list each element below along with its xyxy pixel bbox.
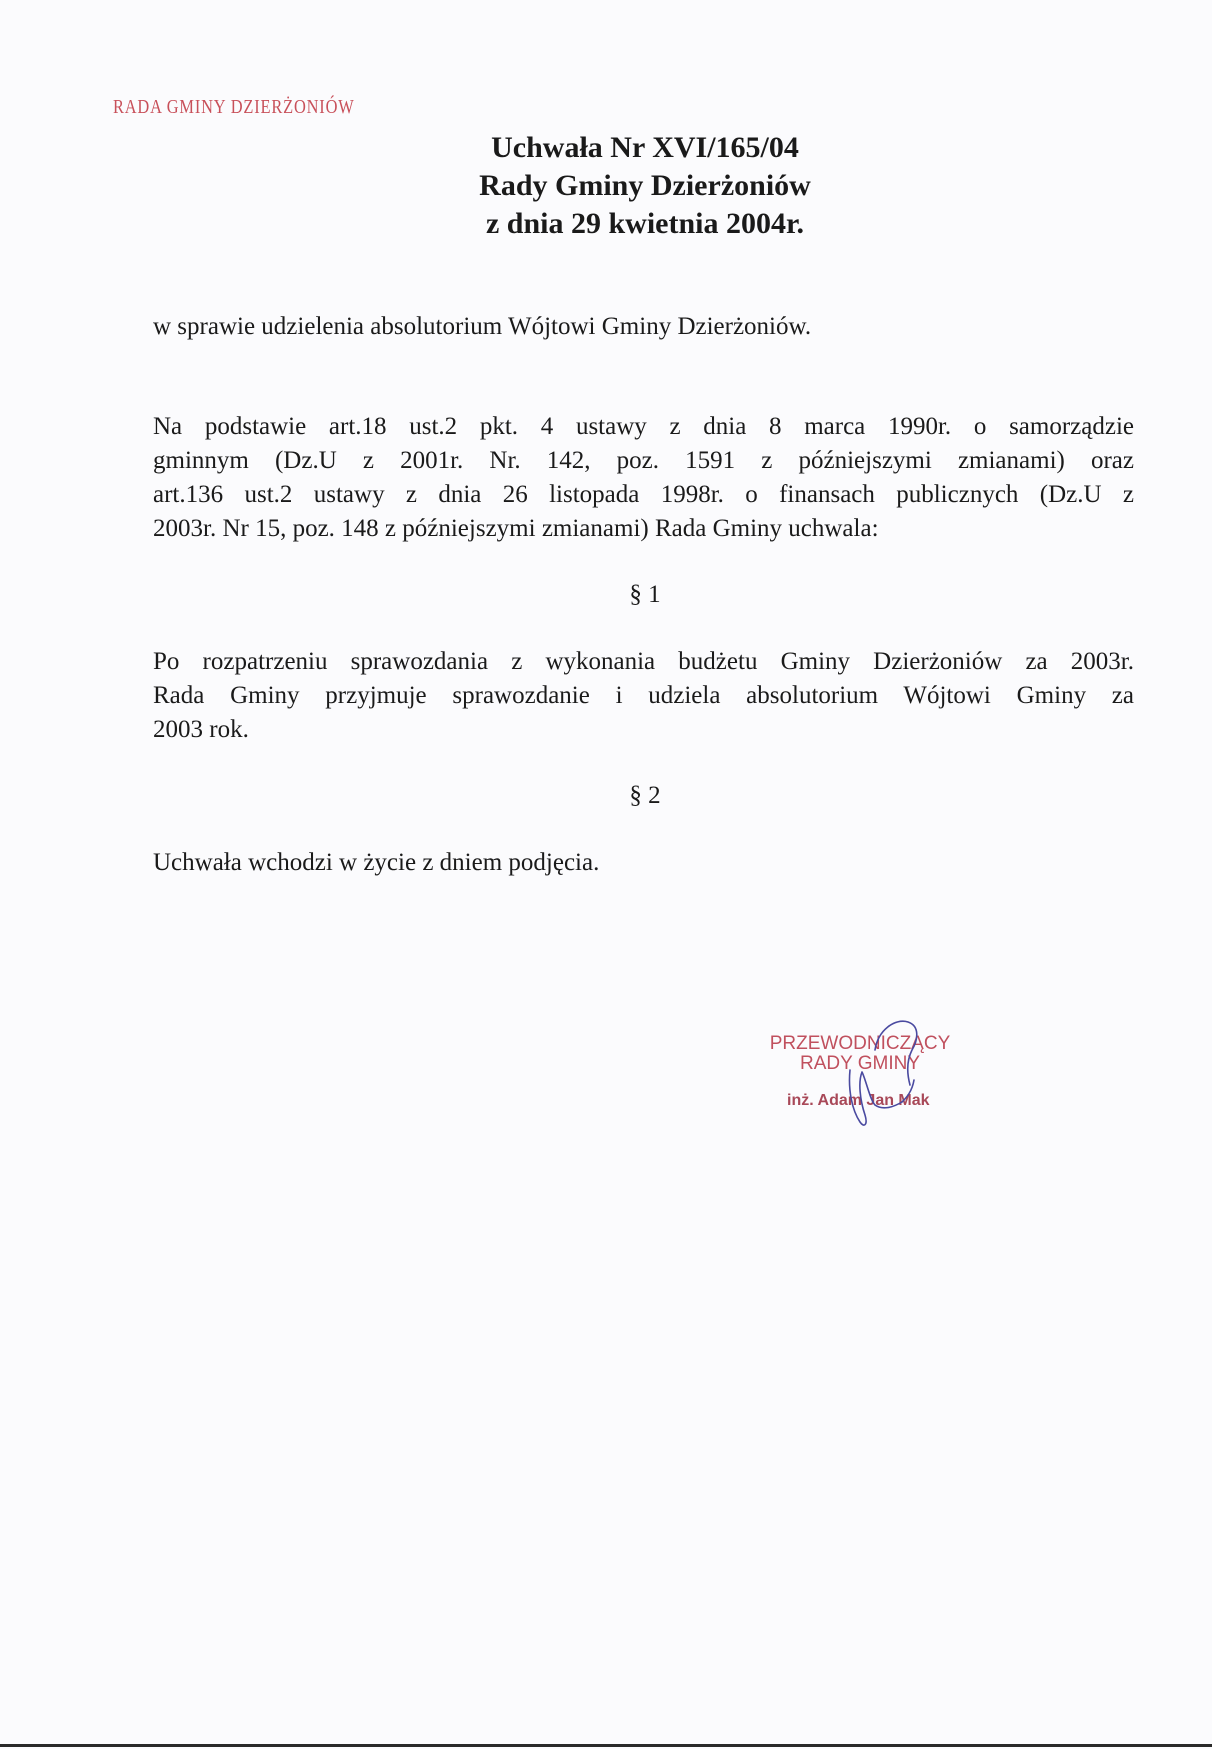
paragraph-line: 2003 rok. — [153, 716, 249, 743]
paragraph-line: Na podstawie art.18 ust.2 pkt. 4 ustawy z dnia 8 marca 1990r. o samorządzie — [153, 413, 1134, 440]
resolution-title — [0, 129, 1212, 243]
paragraph-line: art.136 ust.2 ustawy z dnia 26 listopada 1998r. o finansach publicznych (Dz.U z — [153, 481, 1134, 508]
section-2-text: Uchwała wchodzi w życie z dniem podjęcia. — [153, 849, 600, 876]
paragraph-line: Po rozpatrzeniu sprawozdania z wykonania budżetu Gminy Dzierżoniów za 2003r. — [153, 648, 1134, 675]
chairman-name: inż. Adam Jan Mak — [787, 1092, 930, 1109]
paragraph-line: Rada Gminy przyjmuje sprawozdanie i udziela absolutorium Wójtowi Gminy za — [153, 682, 1134, 709]
handwritten-signature-icon — [820, 1010, 940, 1135]
stamp-title-line1: PRZEWODNICZĄCY — [769, 1033, 951, 1054]
resolution-subject: w sprawie udzielenia absolutorium Wójtowi Gminy Dzierżoniów. — [153, 313, 812, 340]
section-1-paragraph — [153, 645, 1134, 747]
organization-stamp: RADA GMINY DZIERŻONIÓW — [113, 96, 355, 118]
paragraph-line: gminnym (Dz.U z 2001r. Nr. 142, poz. 1591 z późniejszymi zmianami) oraz — [153, 447, 1134, 474]
title-line-number: Uchwała Nr XVI/165/04 — [491, 131, 799, 164]
section-2-mark: § 2 — [629, 782, 661, 809]
title-line-date: z dnia 29 kwietnia 2004r. — [485, 207, 805, 240]
stamp-title-line2: RADY GMINY — [799, 1053, 920, 1074]
page-bottom-edge — [0, 1744, 1212, 1747]
legal-basis-paragraph — [153, 410, 1134, 546]
title-line-council: Rady Gminy Dzierżoniów — [479, 169, 811, 202]
section-1-mark: § 1 — [629, 581, 661, 608]
paragraph-line: 2003r. Nr 15, poz. 148 z późniejszymi zmianami) Rada Gminy uchwala: — [153, 515, 879, 542]
